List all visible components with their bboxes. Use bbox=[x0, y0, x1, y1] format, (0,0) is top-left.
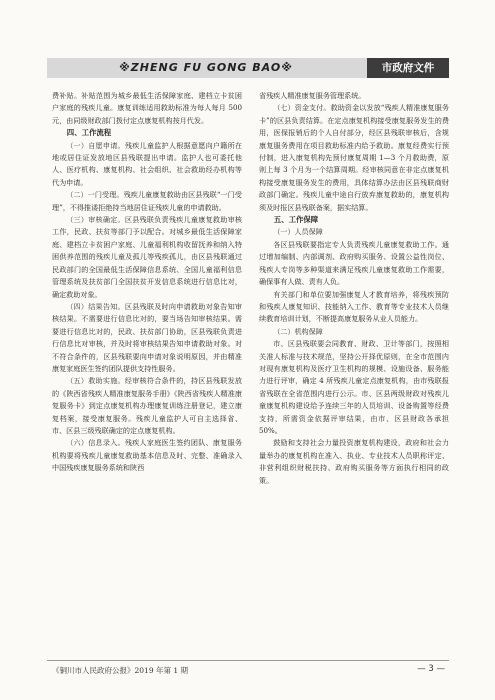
paragraph-lead: （三）审核确定。 bbox=[66, 215, 125, 225]
right-column bbox=[259, 90, 449, 487]
subsection-heading: （二）机构保障 bbox=[273, 326, 323, 336]
paragraph-body: 区县残联及时向申请救助对象告知审核结果。不需要进行信息比对的，要当场告知审核结果。需要进行信息比对的，民政、扶贫部门协助，区县残联负责进行信息比对审核，并及时将审核结果告知申请救助对象。对不符合条件的，区县残联要向申请对象说明原因，并由精准康复家庭医生签约团队提供支持性服务。 bbox=[52, 301, 243, 373]
paragraph-lead: （七）资金支付。 bbox=[273, 103, 331, 113]
paragraph-lead: （一）自愿申请。 bbox=[66, 140, 125, 150]
paragraph-lead: （二）一门受理。 bbox=[66, 190, 124, 200]
section-label: 市政府文件 bbox=[367, 58, 449, 78]
paragraph bbox=[52, 214, 242, 301]
paragraph bbox=[52, 189, 242, 214]
footer-journal-name: 《铜川市人民政府公报》2019 年第 1 期 bbox=[52, 666, 189, 675]
paragraph bbox=[259, 102, 449, 214]
journal-title: ※ZHENG FU GONG BAO※ bbox=[119, 61, 293, 74]
paragraph-body: 残疾儿童康复救助由区县残联“一门受理”，不得推诿拒绝持当地居住证残疾儿童的申请救助。 bbox=[52, 190, 242, 212]
paragraph-body: 救助资金以发放“残疾人精准康复服务卡”的区县负责结算。在定点康复机构接受康复服务发生的费用，医保报销后的个人自付部分，经区县残联审核后，含规康复服务费用在项目救助标准内给予救助。康复经费实行预付制，进入康复机构先预付康复周期 1—3 个月救助费，原则上每 3 个月为一个结算周期。经审核同意在非定点康复机构接受康复服务发生的费用，具体结算办法由区县残联商财政部门确定。残疾儿童中途自行放弃康复救助的，康复机构须及时报区县残联备案，据实结算。 bbox=[259, 103, 449, 212]
paragraph-body: 残疾儿童监护人根据意愿向户籍所在地或居住证发放地区县残联提出申请。监护人也可委托他人、医疗机构、康复机构、社会组织、社会救助经办机构等代为申请。 bbox=[52, 140, 243, 187]
page-number: — 3 — bbox=[417, 664, 445, 674]
paragraph-body: 经审核符合条件的，持区县残联发放的《陕西省残疾人精准康复服务手册》《陕西省残疾人精准康复服务卡》到定点康复机构办理康复训练注册登记，建立康复档案，接受康复服务。残疾儿童监护人可自主选择省、市、区县三级残联确定的定点康复机构。 bbox=[52, 376, 243, 435]
paragraph: 市、区县残联要会同教育、财政、卫计等部门，按照相关准人标准与技术规范，坚持公开择优原则，在全市范围内对现有康复机构及医疗卫生机构的规模、设施设备、服务能力进行评审，确定 4 所残疾儿童定点康复机构，由市残联报省残联在全省范围内进行公示。市、区县两级财政对残疾儿童康复机构建设给予连续三年的人员培训、设备购置等经费支持，所需资金依据评审结果，由市、区县财政各承担 50%。 bbox=[259, 339, 449, 435]
paragraph bbox=[52, 437, 242, 474]
section-heading: 四、工作流程 bbox=[66, 128, 112, 138]
paragraph: 费补贴。补贴范围为城乡最低生活保障家庭、建档立卡贫困户家庭的残疾儿童。康复训练适用救助标准为每人每月 500 元，由同级财政部门拨付定点康复机构按月代发。 bbox=[52, 91, 242, 125]
paragraph: 有关部门和单位要加强康复人才教育培养，将残疾预防和残疾人康复知识、技能纳入工作、教育等专业技术人员继续教育培训计划，不断提高康复服务从业人员能力。 bbox=[259, 289, 449, 324]
paragraph: 鼓励和支持社会力量投资康复机构建设，政府和社会力量举办的康复机构在准入、执业、专业技术人员职称评定、非营利组织财税扶持、政府购买服务等方面执行相同的政策。 bbox=[259, 438, 449, 485]
paragraph: 各区县残联要指定专人负责残疾儿童康复救助工作。通过增加编制、内部调剂、政府购买服务、设置公益性岗位、残疾人专岗等多种渠道来满足残疾儿童康复救助工作需要，确保事有人做、责有人负。 bbox=[259, 239, 449, 287]
left-column bbox=[52, 90, 242, 475]
paragraph bbox=[52, 301, 242, 375]
paragraph-body: 区县残联负责残疾儿童康复救助审核工作，民政、扶贫等部门予以配合。对城乡最低生活保障家庭、建档立卡贫困户家庭、儿童福利机构收留抚养和纳入特困供养范围的残疾儿童及孤儿等残疾孤儿，由区县残联通过民政部门的全国最低生活保障信息系统、全国儿童福利信息管理系统及扶贫部门全国扶贫开发信息系统进行信息比对，确定救助对象。 bbox=[52, 215, 243, 299]
subsection-heading: （一）人员保障 bbox=[273, 227, 323, 237]
paragraph: 省残疾人精准康复服务管理系统。 bbox=[259, 91, 366, 100]
paragraph bbox=[52, 375, 242, 437]
paragraph bbox=[52, 140, 242, 190]
paragraph-body: 残疾人家庭医生签约团队、康复服务机构要将残疾儿童康复救助基本信息及时、完整、准确录入中国残疾康复服务系统和陕西 bbox=[52, 438, 243, 473]
section-heading: 五、工作保障 bbox=[273, 215, 319, 225]
page-header bbox=[47, 58, 449, 78]
paragraph-lead: （五）救助实施。 bbox=[66, 376, 125, 386]
paragraph-lead: （六）信息录入。 bbox=[66, 438, 125, 448]
paragraph-lead: （四）结果告知。 bbox=[66, 301, 125, 311]
footer-divider bbox=[47, 660, 449, 661]
